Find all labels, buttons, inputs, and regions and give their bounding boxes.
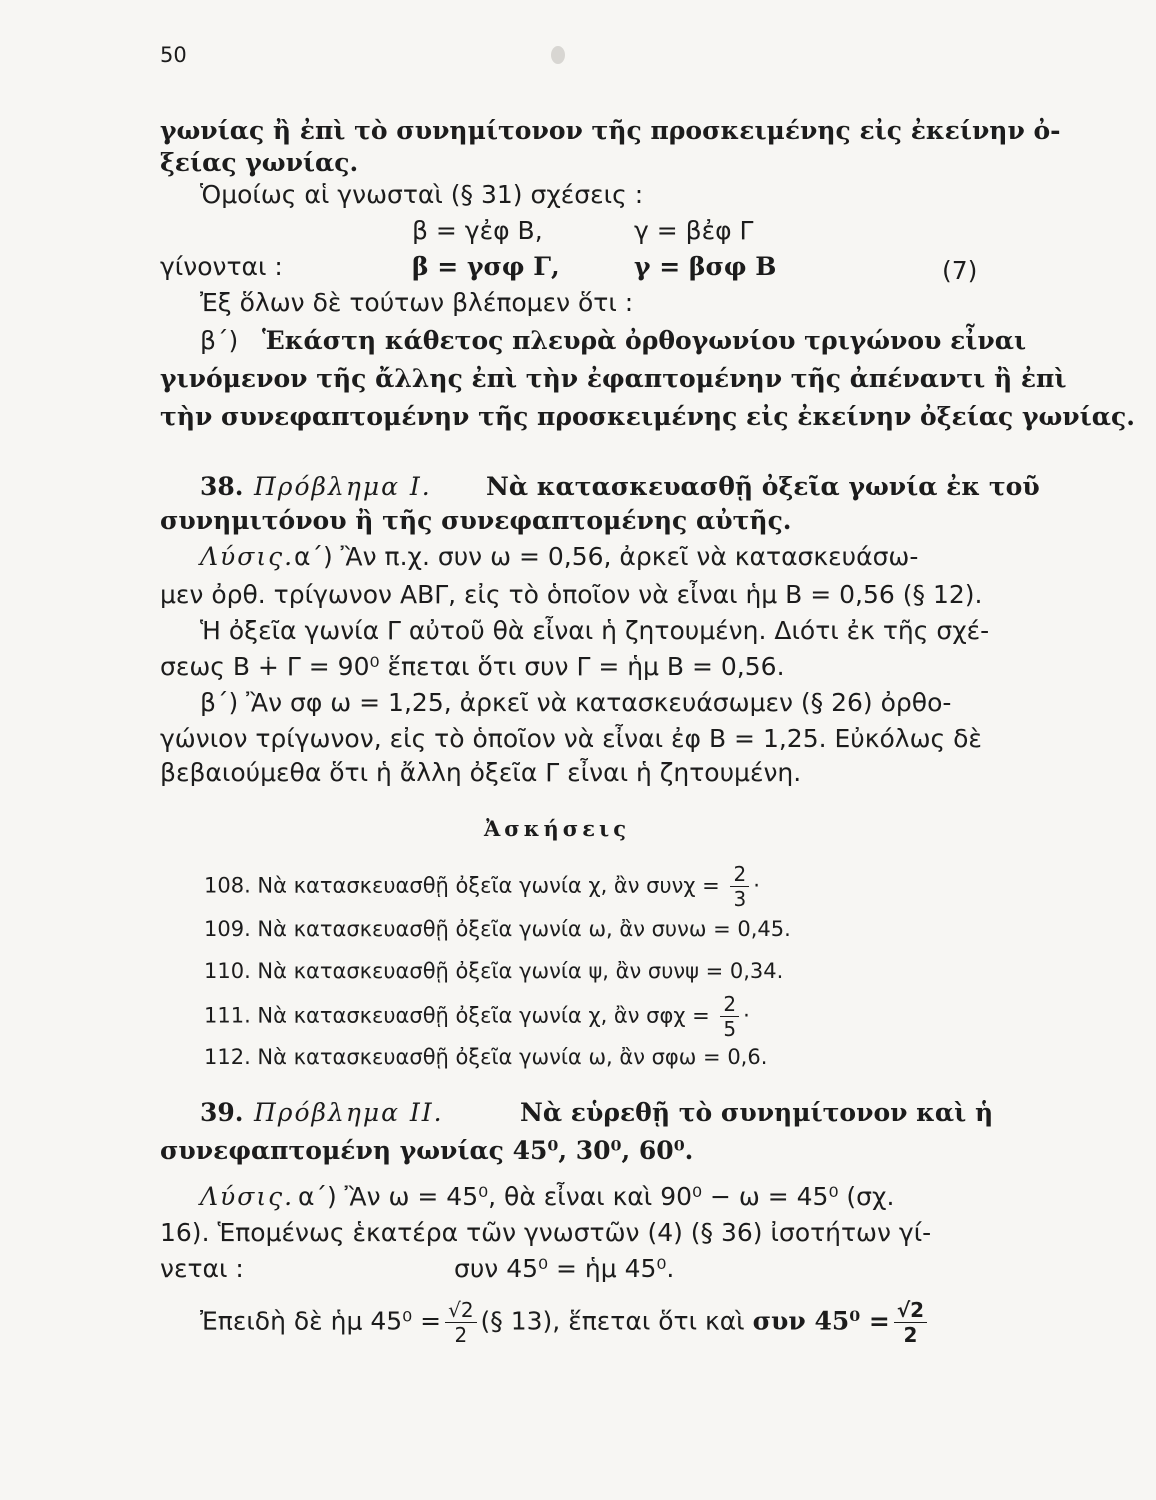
exercise-item: 110. Νὰ κατασκευασθῇ ὀξεῖα γωνία ψ, ἂν συνψ = 0,34. bbox=[204, 959, 784, 983]
fraction bbox=[720, 994, 739, 1039]
fraction bbox=[894, 1300, 927, 1345]
text-line: 16). Ἑπομένως ἑκατέρα τῶν γνωστῶν (4) (§ 36) ἰσοτήτων γί- bbox=[160, 1218, 932, 1247]
text-line bbox=[200, 1300, 931, 1345]
fraction-denominator: 2 bbox=[454, 1323, 468, 1347]
fraction-denominator: 5 bbox=[723, 1017, 737, 1041]
text-line: σεως Β ∔ Γ = 90⁰ ἕπεται ὅτι συν Γ = ἡμ Β = 0,56. bbox=[160, 652, 785, 681]
text-line-lead: β΄) bbox=[200, 326, 239, 355]
exercise-text: 111. Νὰ κατασκευασθῇ ὀξεῖα γωνία χ, ἂν σφχ = bbox=[204, 1003, 710, 1028]
exercise-text: 108. Νὰ κατασκευασθῇ ὀξεῖα γωνία χ, ἂν συνχ = bbox=[204, 873, 720, 898]
text-line: Ἡ ὀξεῖα γωνία Γ αὐτοῦ θὰ εἶναι ἡ ζητουμένη. Διότι ἐκ τῆς σχέ- bbox=[200, 616, 990, 645]
fraction-denominator: 2 bbox=[903, 1323, 918, 1347]
text-line: β΄) Ἂν σφ ω = 1,25, ἀρκεῖ νὰ κατασκευάσωμεν (§ 26) ὀρθο- bbox=[200, 688, 952, 717]
text-span: (§ 13), ἕπεται ὅτι καὶ bbox=[480, 1306, 745, 1336]
text-line: α΄) Ἂν ω = 45⁰, θὰ εἶναι καὶ 90⁰ − ω = 45⁰ (σχ. bbox=[298, 1182, 895, 1211]
hole-punch-mark bbox=[551, 46, 565, 64]
text-line: Ἑκάστη κάθετος πλευρὰ ὀρθογωνίου τριγώνου εἶναι bbox=[262, 326, 1027, 355]
section-title: συνεφαπτομένη γωνίας 45⁰, 30⁰, 60⁰. bbox=[160, 1136, 694, 1165]
section-number: 38. bbox=[200, 472, 244, 501]
formula: β = γἐφ Β, bbox=[412, 216, 543, 245]
section-title: συνημιτόνου ἢ τῆς συνεφαπτομένης αὐτῆς. bbox=[160, 506, 792, 535]
exercise-item: 111. Νὰ κατασκευασθῇ ὀξεῖα γωνία χ, ἂν σφχ = $\frac{2}{5}$ · bbox=[204, 992, 750, 1041]
exercise-item: 109. Νὰ κατασκευασθῇ ὀξεῖα γωνία ω, ἂν συνω = 0,45. bbox=[204, 917, 791, 941]
text-line: α΄) Ἂν π.χ. συν ω = 0,56, ἀρκεῖ νὰ κατασκευάσω- bbox=[294, 542, 919, 571]
fraction-numerator: 2 bbox=[730, 864, 749, 887]
formula: β = γσφ Γ, bbox=[412, 252, 560, 281]
fraction bbox=[730, 864, 749, 909]
section-label: Πρόβλημα Ι. bbox=[254, 472, 432, 501]
text-line: Ἐξ ὅλων δὲ τούτων βλέπομεν ὅτι : bbox=[200, 288, 634, 317]
equation-number: (7) bbox=[942, 256, 978, 285]
text-line: Ὁμοίως αἱ γνωσταὶ (§ 31) σχέσεις : bbox=[200, 180, 644, 209]
exercises-heading: Ἀσκήσεις bbox=[484, 816, 630, 841]
fraction-denominator: 3 bbox=[733, 887, 747, 911]
fraction-numerator: √2 bbox=[894, 1300, 927, 1323]
text-line: βεβαιούμεθα ὅτι ἡ ἄλλη ὀξεῖα Γ εἶναι ἡ ζητουμένη. bbox=[160, 758, 802, 787]
section-title: Νὰ εὑρεθῇ τὸ συνημίτονον καὶ ἡ bbox=[520, 1098, 994, 1127]
solution-label: Λύσις. bbox=[200, 1182, 295, 1211]
section-title: Νὰ κατασκευασθῇ ὀξεῖα γωνία ἐκ τοῦ bbox=[486, 472, 1040, 501]
fraction-numerator: 2 bbox=[720, 994, 739, 1017]
solution-label: Λύσις. bbox=[200, 542, 295, 571]
formula: συν 45⁰ = ἡμ 45⁰. bbox=[454, 1254, 675, 1283]
text-span: Ἐπειδὴ δὲ ἡμ 45⁰ = bbox=[200, 1306, 442, 1336]
text-line: ξείας γωνίας. bbox=[160, 148, 359, 177]
formula: γ = βσφ Β bbox=[634, 252, 777, 281]
exercise-item: 112. Νὰ κατασκευασθῇ ὀξεῖα γωνία ω, ἂν σφω = 0,6. bbox=[204, 1045, 768, 1069]
formula: γ = βἐφ Γ bbox=[634, 216, 754, 245]
exercise-item: 108. Νὰ κατασκευασθῇ ὀξεῖα γωνία χ, ἂν συνχ = $\frac{2}{3}$ · bbox=[204, 862, 760, 911]
text-span: συν 45⁰ = bbox=[752, 1306, 890, 1336]
text-line: γωνίας ἢ ἐπὶ τὸ συνημίτονον τῆς προσκειμένης εἰς ἐκείνην ὀ- bbox=[160, 116, 1061, 145]
text-line: μεν ὀρθ. τρίγωνον ΑΒΓ, εἰς τὸ ὁποῖον νὰ εἶναι ἡμ Β = 0,56 (§ 12). bbox=[160, 580, 983, 609]
section-label: Πρόβλημα ΙΙ. bbox=[254, 1098, 444, 1127]
text-line: γινόμενον τῆς ἄλλης ἐπὶ τὴν ἐφαπτομένην τῆς ἀπέναντι ἢ ἐπὶ bbox=[160, 364, 1067, 393]
text-line: γώνιον τρίγωνον, εἰς τὸ ὁποῖον νὰ εἶναι ἐφ Β = 1,25. Εὐκόλως δὲ bbox=[160, 724, 982, 753]
section-number: 39. bbox=[200, 1098, 244, 1127]
text-line: νεται : bbox=[160, 1254, 244, 1283]
page-number: 50 bbox=[160, 43, 187, 67]
fraction-numerator: √2 bbox=[445, 1300, 476, 1323]
text-line: τὴν συνεφαπτομένην τῆς προσκειμένης εἰς ἐκείνην ὀξείας γωνίας. bbox=[160, 402, 1135, 431]
fraction bbox=[445, 1300, 476, 1345]
text-line: γίνονται : bbox=[160, 252, 283, 281]
